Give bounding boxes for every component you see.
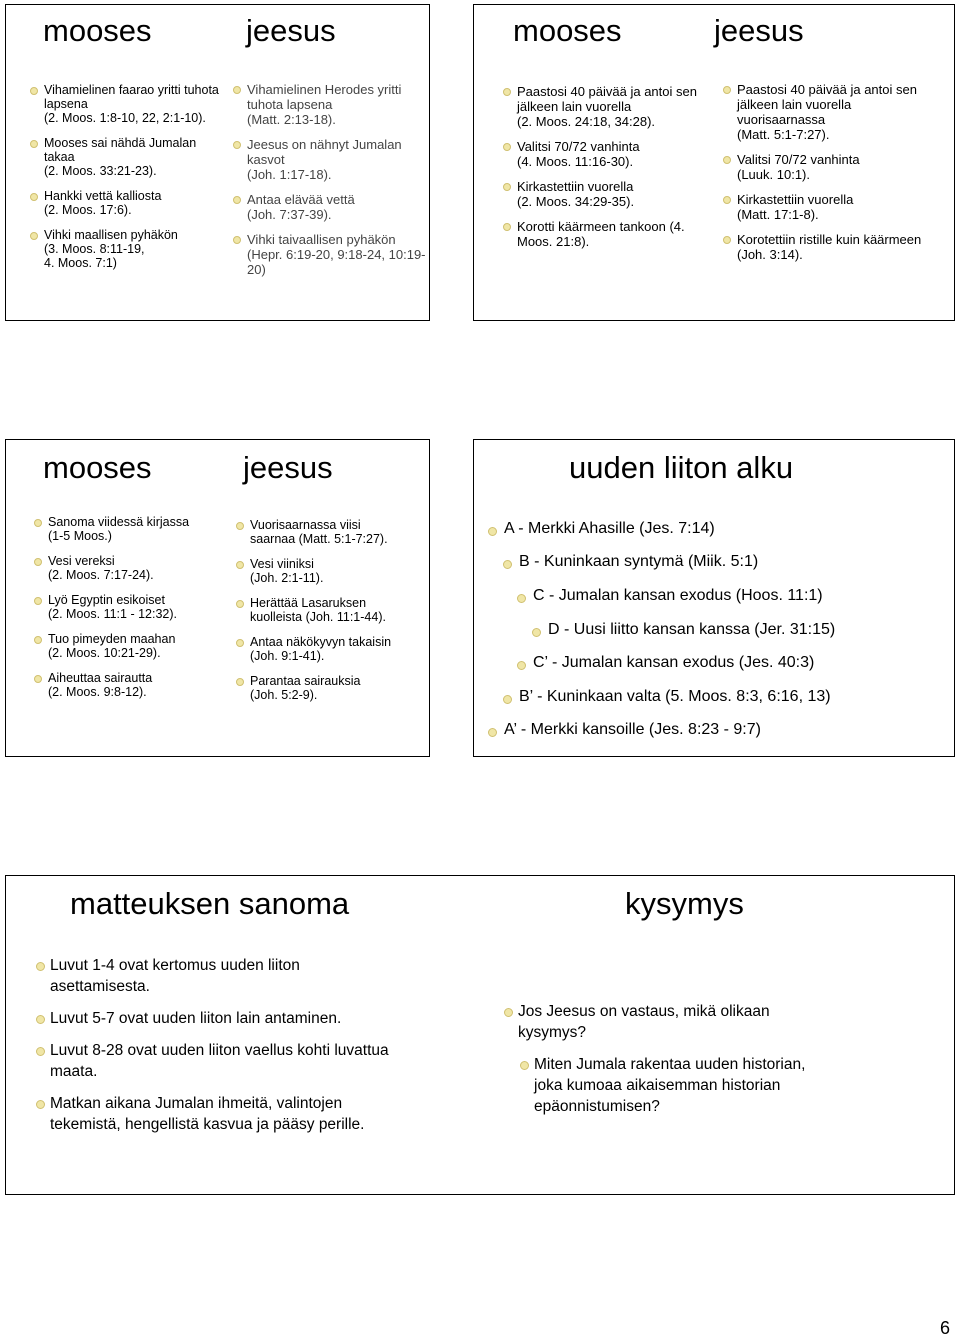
chiasm-item-c-prime: C’ - Jumalan kansan exodus (Jes. 40:3) (517, 654, 814, 672)
slide-2-right-item: Paastosi 40 päivää ja antoi sen jälkeen lain vuorella vuorisaarnassa (Matt. 5:1-7:27). (721, 82, 931, 142)
slide-1-right-item: Vihki taivaallisen pyhäkön (Hepr. 6:19-20, 9:18-24, 10:19-20) (231, 232, 426, 277)
slide-3-left-item: Tuo pimeyden maahan (2. Moos. 10:21-29). (32, 632, 232, 660)
slide-5-title-right: kysymys (625, 886, 744, 921)
slide-2-left-column (501, 84, 701, 259)
slide-1-title-right: jeesus (246, 13, 336, 48)
slide-1-right-item: Jeesus on nähnyt Jumalan kasvot (Joh. 1:17-18). (231, 137, 426, 182)
slide-1-left-item: Vihamielinen faarao yritti tuhota lapsena (2. Moos. 1:8-10, 22, 2:1-10). (28, 83, 228, 125)
slide-5-right-item: Jos Jeesus on vastaus, mikä olikaan kysymys? (502, 1001, 832, 1043)
slide-5-left-column (34, 955, 404, 1146)
slide-5-left-item: Luvut 1-4 ovat kertomus uuden liiton asettamisesta. (34, 955, 404, 997)
slide-2-right-item: Korotettiin ristille kuin käärmeen (Joh. 3:14). (721, 232, 931, 262)
slide-5-left-item: Luvut 8-28 ovat uuden liiton vaellus kohti luvattua maata. (34, 1040, 404, 1082)
slide-3-left-item: Lyö Egyptin esikoiset (2. Moos. 11:1 - 12:32). (32, 593, 232, 621)
slide-1-right-item: Antaa elävää vettä (Joh. 7:37-39). (231, 192, 426, 222)
slide-5-left-item: Matkan aikana Jumalan ihmeitä, valintojen tekemistä, hengellistä kasvua ja pääsy perille. (34, 1093, 404, 1135)
slide-2-left-item: Kirkastettiin vuorella (2. Moos. 34:29-35). (501, 179, 701, 209)
chiasm-item-c: C - Jumalan kansan exodus (Hoos. 11:1) (517, 587, 823, 605)
chiasm-item-d: D - Uusi liitto kansan kanssa (Jer. 31:15) (532, 621, 835, 639)
slide-3-left-item: Vesi vereksi (2. Moos. 7:17-24). (32, 554, 232, 582)
chiasm-item-b: B - Kuninkaan syntymä (Miik. 5:1) (503, 553, 758, 571)
slide-1-left-item: Hankki vettä kalliosta (2. Moos. 17:6). (28, 189, 228, 217)
slide-2-right-item: Valitsi 70/72 vanhinta (Luuk. 10:1). (721, 152, 931, 182)
slide-2-right-column (721, 82, 931, 272)
slide-3-right-item: Antaa näkökyvyn takaisin (Joh. 9:1-41). (234, 635, 424, 663)
slide-4-title: uuden liiton alku (569, 450, 794, 485)
slide-2-left-item: Paastosi 40 päivää ja antoi sen jälkeen lain vuorella (2. Moos. 24:18, 34:28). (501, 84, 701, 129)
slide-5-right-column (502, 1001, 832, 1128)
slide-3-left-item: Aiheuttaa sairautta (2. Moos. 9:8-12). (32, 671, 232, 699)
slide-3-right-item: Vuorisaarnassa viisi saarnaa (Matt. 5:1-7:27). (234, 518, 424, 546)
slide-5 (5, 875, 955, 1195)
slide-3-left-item: Sanoma viidessä kirjassa (1-5 Moos.) (32, 515, 232, 543)
slide-2-right-item: Kirkastettiin vuorella (Matt. 17:1-8). (721, 192, 931, 222)
slide-3-right-column (234, 518, 424, 713)
slide-3-title-left: mooses (43, 450, 152, 485)
slide-2 (473, 4, 955, 321)
slide-1 (5, 4, 430, 321)
chiasm-item-b-prime: B’ - Kuninkaan valta (5. Moos. 8:3, 6:16, 13) (503, 688, 831, 706)
slide-3 (5, 439, 430, 757)
chiasm-item-a-prime: A’ - Merkki kansoille (Jes. 8:23 - 9:7) (488, 721, 761, 739)
slide-1-title-left: mooses (43, 13, 152, 48)
slide-5-left-item: Luvut 5-7 ovat uuden liiton lain antaminen. (34, 1008, 404, 1029)
slide-3-left-column (32, 515, 232, 710)
page-number: 6 (939, 1318, 950, 1338)
slide-1-right-item: Vihamielinen Herodes yritti tuhota lapsena (Matt. 2:13-18). (231, 82, 426, 127)
slide-5-right-item: Miten Jumala rakentaa uuden historian, joka kumoaa aikaisemman historian epäonnistumisen? (518, 1054, 832, 1117)
slide-1-left-column (28, 83, 228, 281)
slide-2-left-item: Korotti käärmeen tankoon (4. Moos. 21:8). (501, 219, 701, 249)
slide-3-title-right: jeesus (243, 450, 333, 485)
slide-4 (473, 439, 955, 757)
slide-1-left-item: Mooses sai nähdä Jumalan takaa (2. Moos. 33:21-23). (28, 136, 228, 178)
slide-3-right-item: Parantaa sairauksia (Joh. 5:2-9). (234, 674, 424, 702)
slide-2-title-right: jeesus (714, 13, 804, 48)
slide-2-left-item: Valitsi 70/72 vanhinta (4. Moos. 11:16-30). (501, 139, 701, 169)
slide-1-left-item: Vihki maallisen pyhäkön (3. Moos. 8:11-19, 4. Moos. 7:1) (28, 228, 228, 270)
slide-3-right-item: Vesi viiniksi (Joh. 2:1-11). (234, 557, 424, 585)
slide-3-right-item: Herättää Lasaruksen kuolleista (Joh. 11:1-44). (234, 596, 424, 624)
slide-5-title-left: matteuksen sanoma (70, 886, 350, 921)
slide-2-title-left: mooses (513, 13, 622, 48)
slide-1-right-column (231, 82, 426, 287)
chiasm-item-a: A - Merkki Ahasille (Jes. 7:14) (488, 520, 715, 538)
